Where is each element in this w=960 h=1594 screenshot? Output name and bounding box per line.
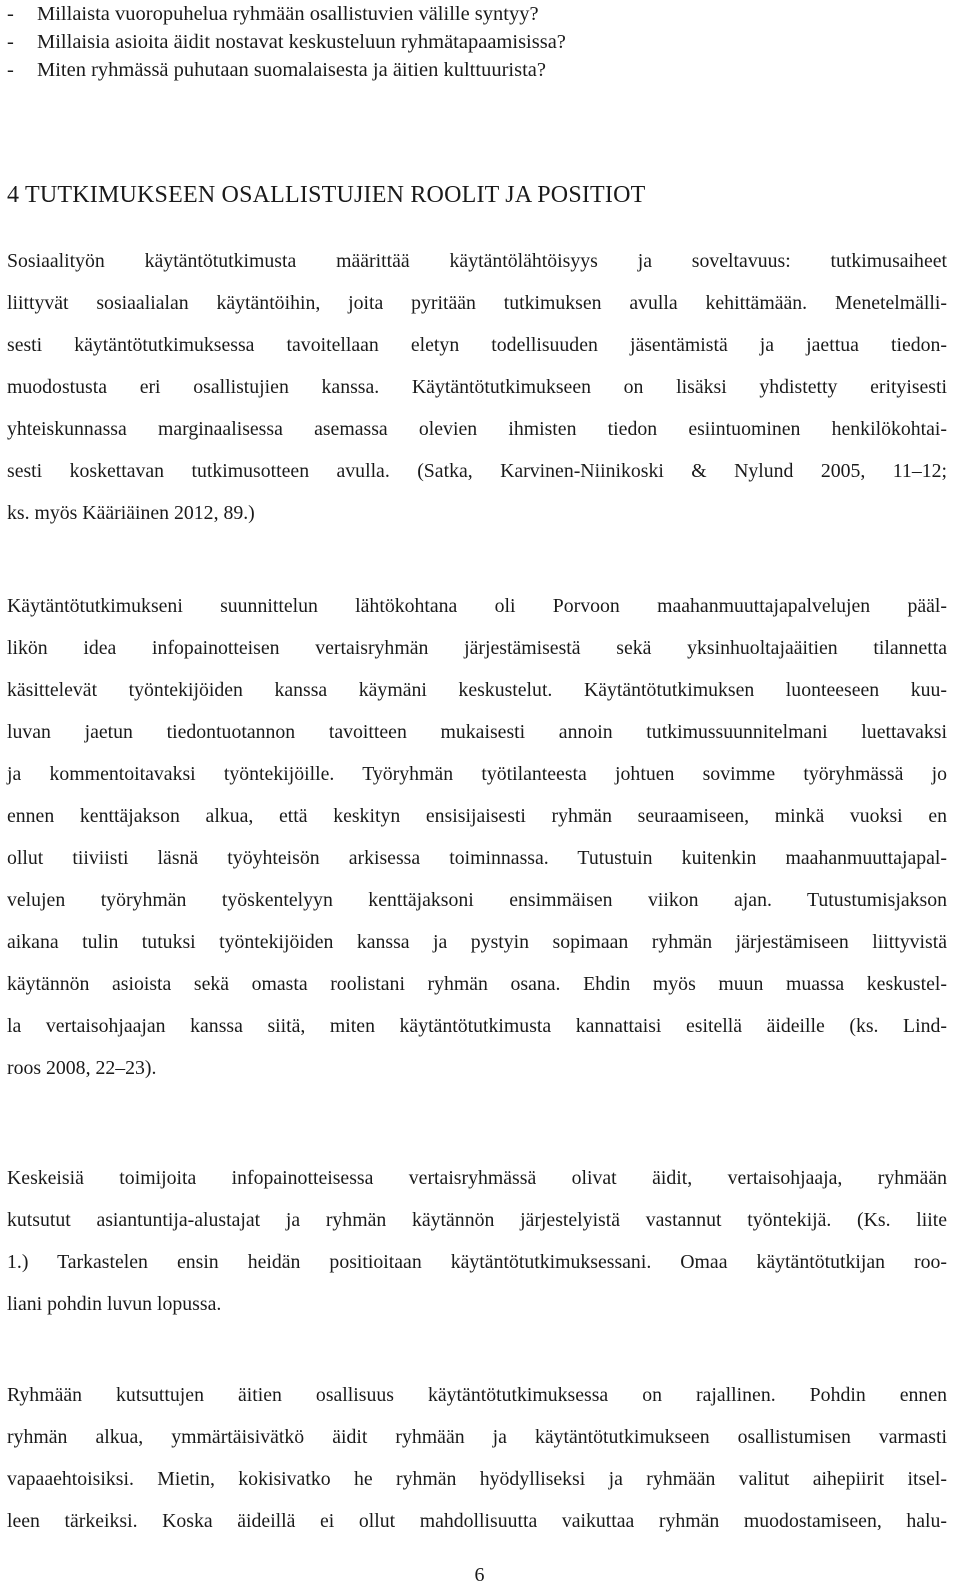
text-line: leen tärkeiksi. Koska äideillä ei ollut mahdollisuutta vaikuttaa ryhmän muodostamiseen, halu- [7,1510,947,1532]
text-line: aikana tulin tutuksi työntekijöiden kanssa ja pystyin sopimaan ryhmän järjestämiseen liittyvistä [7,931,947,953]
list-item-text: Millaisia asioita äidit nostavat keskusteluun ryhmätapaamisissa? [37,31,566,53]
text-line: Keskeisiä toimijoita infopainotteisessa vertaisryhmässä olivat äidit, vertaisohjaaja, ryhmään [7,1167,947,1189]
paragraph [7,240,947,534]
text-line: Käytäntötutkimukseni suunnittelun lähtökohtana oli Porvoon maahanmuuttajapalvelujen pääl- [7,595,947,617]
text-line: roos 2008, 22–23). [7,1057,157,1079]
paragraph [7,1157,947,1325]
text-line: ks. myös Kääriäinen 2012, 89.) [7,502,255,524]
text-line: muodostusta eri osallistujien kanssa. Käytäntötutkimukseen on lisäksi yhdistetty erityisesti [7,376,947,398]
text-line: liittyvät sosiaalialan käytäntöihin, joita pyritään tutkimuksen avulla kehittämään. Menetelmälli- [7,292,947,314]
text-line: ennen kenttäjakson alkua, että keskityn ensisijaisesti ryhmän seuraamiseen, minkä vuoksi en [7,805,947,827]
text-line: ja kommentoitavaksi työntekijöille. Työryhmän työtilanteesta johtuen sovimme työryhmässä jo [7,763,947,785]
list-item-text: Millaista vuoropuhelua ryhmään osallistuvien välille syntyy? [37,3,539,25]
text-line: ryhmän alkua, ymmärtäisivätkö äidit ryhmään ja käytäntötutkimukseen osallistumisen varmasti [7,1426,947,1448]
bullet-marker: - [7,31,14,53]
text-line: Sosiaalityön käytäntötutkimusta määrittää käytäntölähtöisyys ja soveltavuus: tutkimusaiheet [7,250,947,272]
text-line: luvan jaetun tiedontuotannon tavoitteen mukaisesti annoin tutkimussuunnitelmani luettavaksi [7,721,947,743]
list-item [7,56,566,85]
text-line: sesti käytäntötutkimuksessa tavoitellaan eletyn todellisuuden jäsentämistä ja jaettua tiedon- [7,334,947,356]
paragraph [7,1374,947,1542]
page-number: 6 [474,1564,485,1586]
text-line: ollut tiiviisti läsnä työyhteisön arkisessa toiminnassa. Tutustuin kuitenkin maahanmuuttajapal- [7,847,947,869]
question-list [7,0,566,87]
list-item [7,28,566,57]
bullet-marker: - [7,59,14,81]
text-line: la vertaisohjaajan kanssa siitä, miten käytäntötutkimusta kannattaisi esitellä äideille (ks. Lind- [7,1015,947,1037]
text-line: käytännön asioista sekä omasta roolistani ryhmän osana. Ehdin myös muun muassa keskustel- [7,973,947,995]
list-item-text: Miten ryhmässä puhutaan suomalaisesta ja äitien kulttuurista? [37,59,546,81]
text-line: 1.) Tarkastelen ensin heidän positioitaan käytäntötutkimuksessani. Omaa käytäntötutkijan roo- [7,1251,947,1273]
text-line: käsittelevät työntekijöiden kanssa käymäni keskustelut. Käytäntötutkimuksen luonteeseen kuu- [7,679,947,701]
list-item [7,0,566,29]
bullet-marker: - [7,3,14,25]
section-heading: 4 TUTKIMUKSEEN OSALLISTUJIEN ROOLIT JA POSITIOT [7,182,646,208]
text-line: kutsutut asiantuntija-alustajat ja ryhmän käytännön järjestelyistä vastannut työntekijä. (Ks. liite [7,1209,947,1231]
text-line: Ryhmään kutsuttujen äitien osallisuus käytäntötutkimuksessa on rajallinen. Pohdin ennen [7,1384,947,1406]
paragraph [7,585,947,1089]
text-line: yhteiskunnassa marginaalisessa asemassa olevien ihmisten tiedon esiintuominen henkilökohtai- [7,418,947,440]
text-line: likön idea infopainotteisen vertaisryhmän järjestämisestä sekä yksinhuoltajaäitien tilannetta [7,637,947,659]
text-line: liani pohdin luvun lopussa. [7,1293,222,1315]
text-line: vapaaehtoisiksi. Mietin, kokisivatko he ryhmän hyödylliseksi ja ryhmään valitut aihepiirit itsel- [7,1468,947,1490]
text-line: sesti koskettavan tutkimusotteen avulla. (Satka, Karvinen-Niinikoski & Nylund 2005, 11–12; [7,460,947,482]
text-line: velujen työryhmän työskentelyyn kenttäjaksoni ensimmäisen viikon ajan. Tutustumisjakson [7,889,947,911]
